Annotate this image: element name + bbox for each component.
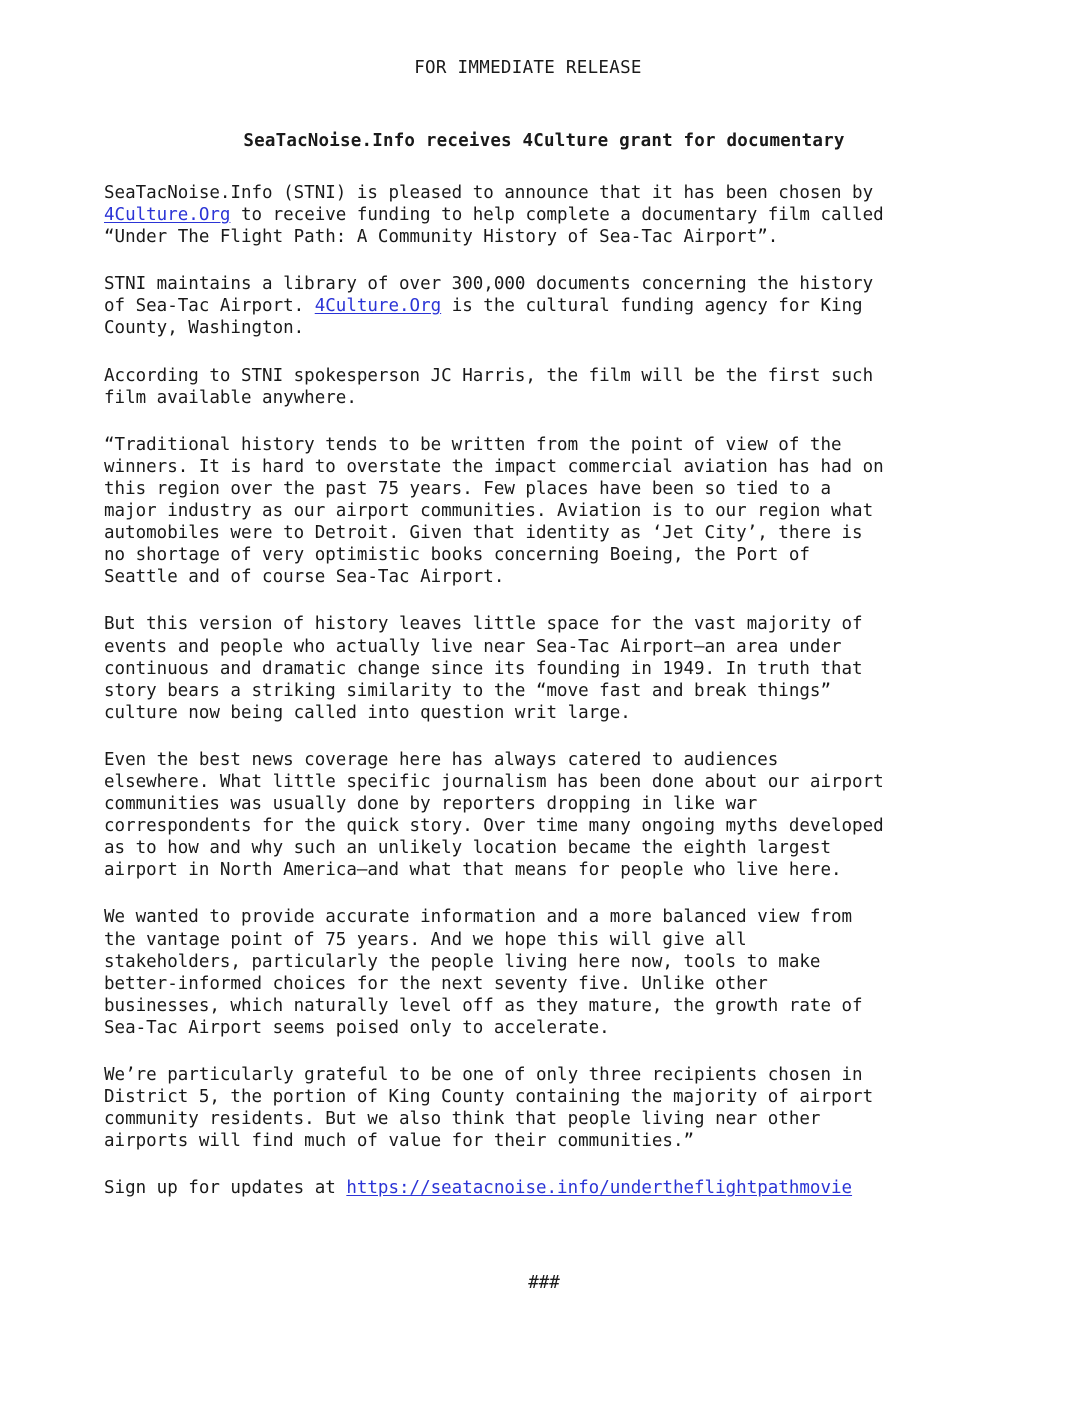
text-line: But this version of history leaves little space for the vast majority of: [104, 614, 863, 635]
paragraph-quote-version: [104, 613, 984, 723]
text-line: story bears a striking similarity to the “move fast and break things”: [104, 680, 831, 701]
signup-paragraph: [104, 1177, 984, 1199]
text-line: airport in North America–and what that means for people who live here.: [104, 860, 842, 881]
text-line: County, Washington.: [104, 318, 305, 339]
text-line: Even the best news coverage here has always catered to audiences: [104, 749, 779, 770]
release-label: FOR IMMEDIATE RELEASE: [414, 58, 642, 78]
paragraph-quote-goals: [104, 906, 984, 1039]
paragraph-spokesperson: [104, 365, 984, 409]
text-line: According to STNI spokesperson JC Harris, the film will be the first such: [104, 365, 874, 386]
body-text: [104, 182, 984, 1224]
4culture-link[interactable]: 4Culture.Org: [104, 205, 231, 226]
signup-prefix: Sign up for updates at: [104, 1178, 347, 1199]
text-line: community residents. But we also think that people living near other: [104, 1109, 821, 1130]
text-line: major industry as our airport communities. Aviation is to our region what: [104, 501, 874, 522]
text-line: [104, 204, 984, 226]
text-line: [104, 295, 984, 317]
4culture-link[interactable]: 4Culture.Org: [314, 296, 442, 317]
text-line: STNI maintains a library of over 300,000 documents concerning the history: [104, 274, 874, 295]
text-line: Sea-Tac Airport seems poised only to accelerate.: [104, 1017, 610, 1038]
text-fragment: is the cultural funding agency for King: [441, 296, 863, 317]
text-line: “Under The Flight Path: A Community History of Sea-Tac Airport”.: [104, 227, 779, 248]
text-line: the vantage point of 75 years. And we hope this will give all: [104, 929, 747, 950]
text-line: SeaTacNoise.Info (STNI) is pleased to announce that it has been chosen by: [104, 183, 874, 203]
text-line: correspondents for the quick story. Over time many ongoing myths developed: [104, 816, 884, 837]
paragraph-library: [104, 273, 984, 339]
paragraph-announcement: [104, 182, 984, 248]
text-line: businesses, which naturally level off as they mature, the growth rate of: [104, 995, 863, 1016]
text-line: better-informed choices for the next seventy five. Unlike other: [104, 973, 768, 994]
text-line: “Traditional history tends to be written from the point of view of the: [104, 434, 842, 455]
text-line: elsewhere. What little specific journalism has been done about our airport: [104, 771, 884, 792]
text-fragment: of Sea-Tac Airport.: [104, 296, 315, 317]
text-line: airports will find much of value for their communities.”: [104, 1131, 695, 1152]
text-line: We’re particularly grateful to be one of only three recipients chosen in: [104, 1065, 863, 1085]
text-line: communities was usually done by reporters dropping in like war: [104, 794, 758, 815]
paragraph-quote-gratitude: [104, 1064, 984, 1152]
text-line: Seattle and of course Sea-Tac Airport.: [104, 567, 505, 588]
text-line: events and people who actually live near Sea-Tac Airport–an area under: [104, 636, 842, 657]
text-line: this region over the past 75 years. Few places have been so tied to a: [104, 478, 831, 499]
text-line: continuous and dramatic change since its founding in 1949. In truth that: [104, 658, 863, 679]
text-line: no shortage of very optimistic books concerning Boeing, the Port of: [104, 545, 810, 566]
text-fragment: to receive funding to help complete a documentary film called: [230, 205, 884, 226]
text-line: film available anywhere.: [104, 387, 357, 408]
text-line: culture now being called into question writ large.: [104, 702, 631, 723]
text-line: District 5, the portion of King County containing the majority of airport: [104, 1087, 874, 1108]
paragraph-quote-coverage: [104, 749, 984, 882]
text-line: as to how and why such an unlikely location became the eighth largest: [104, 838, 831, 859]
text-line: automobiles were to Detroit. Given that identity as ‘Jet City’, there is: [104, 523, 863, 544]
text-line: [104, 1177, 984, 1199]
end-mark: ###: [528, 1273, 560, 1293]
text-line: We wanted to provide accurate information and a more balanced view from: [104, 907, 853, 928]
paragraph-quote-history: [104, 434, 984, 589]
text-line: winners. It is hard to overstate the impact commercial aviation has had on: [104, 456, 884, 477]
headline: SeaTacNoise.Info receives 4Culture grant for documentary: [243, 131, 845, 151]
signup-link[interactable]: https://seatacnoise.info/undertheflightpathmovie: [346, 1178, 853, 1199]
text-line: stakeholders, particularly the people living here now, tools to make: [104, 951, 821, 972]
